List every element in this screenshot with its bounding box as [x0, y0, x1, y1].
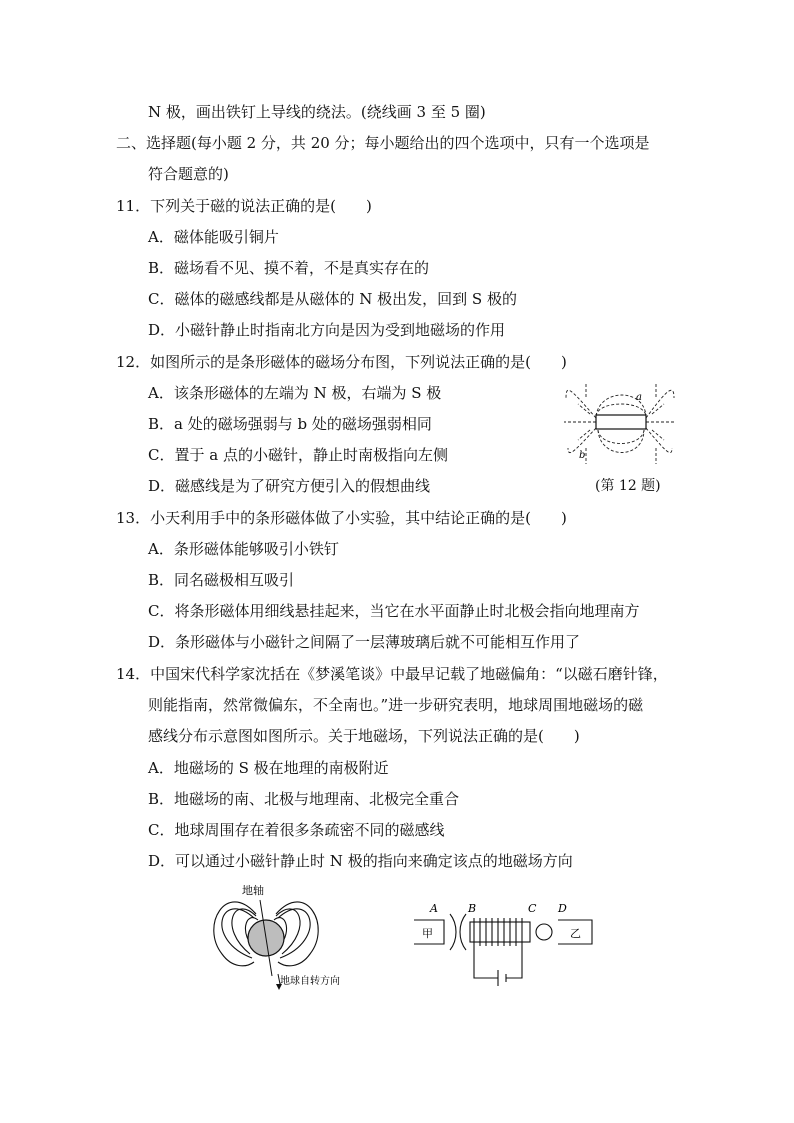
coil-label-D: D [558, 902, 567, 915]
q14-option-a: A．地磁场的 S 极在地理的南极附近 [148, 759, 389, 777]
q12-stem: 12．如图所示的是条形磁体的磁场分布图，下列说法正确的是( ) [116, 353, 567, 371]
q11-stem: 11．下列关于磁的说法正确的是( ) [116, 197, 372, 215]
q14-option-d: D．可以通过小磁针静止时 N 极的指向来确定该点的地磁场方向 [148, 852, 573, 870]
q12-option-a: A．该条形磁体的左端为 N 极，右端为 S 极 [148, 384, 442, 402]
q12-option-c: C．置于 a 点的小磁针，静止时南极指向左侧 [148, 446, 448, 464]
intro-line: N 极，画出铁钉上导线的绕法。(绕线画 3 至 5 圈) [148, 103, 486, 121]
q14-stem-line2: 则能指南，然常微偏东，不全南也。”进一步研究表明，地球周围地磁场的磁 [148, 696, 644, 714]
q11-option-c: C．磁体的磁感线都是从磁体的 N 极出发，回到 S 极的 [148, 290, 517, 308]
earth-magnetic-field-figure [200, 880, 370, 990]
section-heading: 二、选择题(每小题 2 分，共 20 分；每小题给出的四个选项中，只有一个选项是 [116, 134, 650, 152]
q13-option-b: B．同名磁极相互吸引 [148, 571, 295, 589]
q13-option-d: D．条形磁体与小磁针之间隔了一层薄玻璃后就不可能相互作用了 [148, 633, 581, 651]
point-b-label: b [579, 450, 586, 461]
q12-figure-caption: (第 12 题) [595, 478, 661, 494]
coil-label-C: C [528, 902, 537, 915]
bar-magnet-field-figure [560, 378, 680, 470]
coil-label-A: A [430, 902, 438, 915]
q13-option-a: A．条形磁体能够吸引小铁钉 [148, 540, 339, 558]
earth-axis-label: 地轴 [242, 884, 264, 897]
q14-option-b: B．地磁场的南、北极与地理南、北极完全重合 [148, 790, 460, 808]
earth-rotation-label: 地球自转方向 [280, 976, 340, 987]
q14-stem-line3: 感线分布示意图如图所示。关于地磁场，下列说法正确的是( ) [148, 727, 580, 745]
q11-option-b: B．磁场看不见、摸不着，不是真实存在的 [148, 259, 430, 277]
coil-block-jia: 甲 [422, 927, 433, 940]
q14-option-c: C．地球周围存在着很多条疏密不同的磁感线 [148, 821, 445, 839]
coil-label-B: B [468, 902, 477, 915]
section-heading-cont: 符合题意的) [148, 165, 229, 183]
q12-option-d: D．磁感线是为了研究方便引入的假想曲线 [148, 477, 431, 495]
coil-block-yi: 乙 [570, 927, 581, 940]
q11-option-d: D．小磁针静止时指南北方向是因为受到地磁场的作用 [148, 321, 506, 339]
q12-option-b: B．a 处的磁场强弱与 b 处的磁场强弱相同 [148, 415, 432, 433]
bar-magnet [596, 415, 646, 429]
q13-stem: 13．小天利用手中的条形磁体做了小实验，其中结论正确的是( ) [116, 509, 567, 527]
electromagnet-coil-figure [410, 900, 600, 990]
q11-option-a: A．磁体能吸引铜片 [148, 228, 279, 246]
q14-stem-line1: 14．中国宋代科学家沈括在《梦溪笔谈》中最早记载了地磁偏角：“以磁石磨针锋， [116, 665, 668, 683]
q13-option-c: C．将条形磁体用细线悬挂起来，当它在水平面静止时北极会指向地理南方 [148, 602, 640, 620]
point-a-label: a [636, 392, 642, 403]
